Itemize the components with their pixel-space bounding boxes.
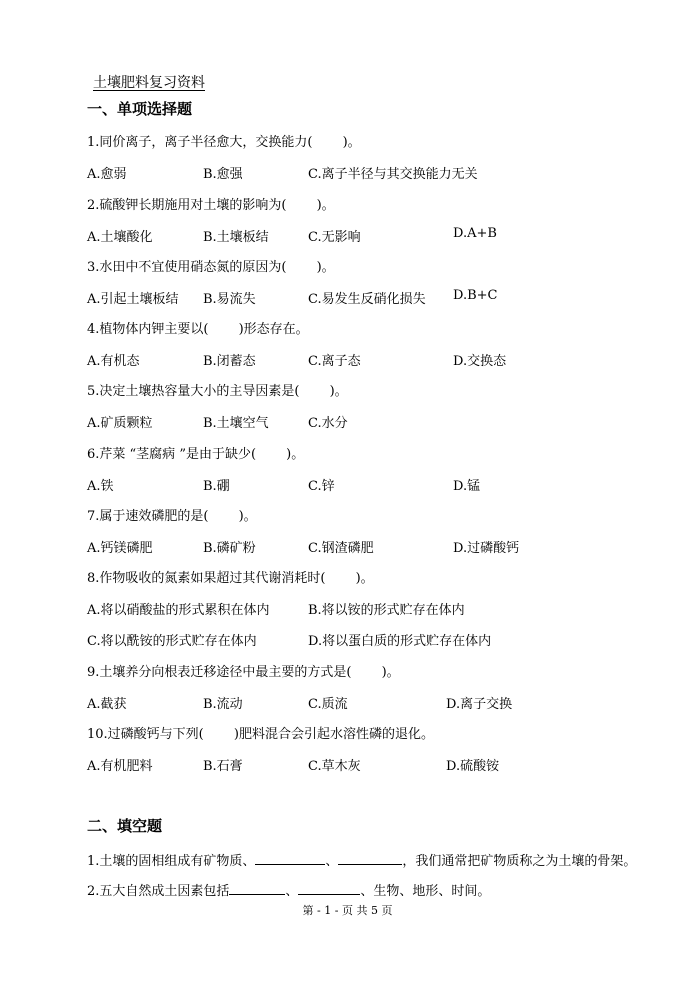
option-d: D.交换态 xyxy=(453,354,507,369)
option-b: B.石膏 xyxy=(203,759,243,774)
option-c: C.离子态 xyxy=(308,354,361,369)
option-d: D.过磷酸钙 xyxy=(453,541,520,556)
fill-question-1 xyxy=(87,850,636,869)
answer-blank[interactable] xyxy=(338,852,402,865)
option-c: C.将以酰铵的形式贮存在体内 xyxy=(87,634,257,649)
option-d: D.B+C xyxy=(453,288,498,303)
question-9-stem: 9.土壤养分向根表迁移途径中最主要的方式是( )。 xyxy=(87,665,400,680)
answer-blank[interactable] xyxy=(229,882,285,895)
question-7-stem: 7.属于速效磷肥的是( )。 xyxy=(87,509,257,524)
option-c: C.锌 xyxy=(308,479,335,494)
question-10-stem: 10.过磷酸钙与下列( )肥料混合会引起水溶性磷的退化。 xyxy=(87,727,434,742)
question-1-stem: 1.同价离子，离子半径愈大，交换能力( )。 xyxy=(87,135,361,150)
page-title: 土壤肥料复习资料 xyxy=(93,75,205,91)
question-5-stem: 5.决定土壤热容量大小的主导因素是( )。 xyxy=(87,384,348,399)
page-footer: 第 - 1 - 页 共 5 页 xyxy=(302,904,393,917)
option-c: C.易发生反硝化损失 xyxy=(308,292,426,307)
option-d: D.离子交换 xyxy=(446,697,513,712)
option-c: C.质流 xyxy=(308,697,348,712)
option-b: B.土壤板结 xyxy=(203,230,269,245)
question-6-stem: 6.芹菜 “茎腐病 ”是由于缺少( )。 xyxy=(87,447,305,462)
option-c: C.草木灰 xyxy=(308,759,361,774)
answer-blank[interactable] xyxy=(255,852,325,865)
option-a: A.截获 xyxy=(87,697,127,712)
option-b: B.流动 xyxy=(203,697,243,712)
question-8-stem: 8.作物吸收的氮素如果超过其代谢消耗时( )。 xyxy=(87,571,374,586)
option-b: B.磷矿粉 xyxy=(203,541,256,556)
option-d: D.硫酸铵 xyxy=(446,759,500,774)
fill-question-1-text: 1.土壤的固相组成有矿物质、 xyxy=(87,854,256,869)
option-b: B.硼 xyxy=(203,479,230,494)
fill-question-2-tail: 、生物、地形、时间。 xyxy=(360,884,491,899)
option-a: A.土壤酸化 xyxy=(87,230,153,245)
option-c: C.钢渣磷肥 xyxy=(308,541,374,556)
separator: 、 xyxy=(285,884,299,899)
option-d: D.锰 xyxy=(453,479,481,494)
question-2-stem: 2.硫酸钾长期施用对土壤的影响为( )。 xyxy=(87,198,335,213)
option-a: A.钙镁磷肥 xyxy=(87,541,153,556)
option-a: A.有机态 xyxy=(87,354,140,369)
option-b: B.闭蓄态 xyxy=(203,354,256,369)
answer-blank[interactable] xyxy=(298,882,360,895)
option-b: B.易流失 xyxy=(203,292,256,307)
option-c: C.水分 xyxy=(308,416,348,431)
section-heading-choice: 一、单项选择题 xyxy=(87,100,193,118)
question-3-stem: 3.水田中不宜使用硝态氮的原因为( )。 xyxy=(87,260,335,275)
option-a: A.将以硝酸盐的形式累积在体内 xyxy=(87,603,270,618)
option-d: D.A+B xyxy=(453,226,497,241)
option-a: A.矿质颗粒 xyxy=(87,416,153,431)
option-a: A.引起土壤板结 xyxy=(87,292,179,307)
option-a: A.铁 xyxy=(87,479,114,494)
option-b: B.土壤空气 xyxy=(203,416,269,431)
option-a: A.愈弱 xyxy=(87,167,127,182)
section-heading-fill-blank: 二、填空题 xyxy=(87,817,163,835)
option-c: C.离子半径与其交换能力无关 xyxy=(308,167,478,182)
fill-question-2 xyxy=(87,880,490,899)
option-b: B.将以铵的形式贮存在体内 xyxy=(308,603,465,618)
option-a: A.有机肥料 xyxy=(87,759,153,774)
fill-question-1-tail: ，我们通常把矿物质称之为土壤的骨架。 xyxy=(402,854,637,869)
fill-question-2-text: 2.五大自然成土因素包括 xyxy=(87,884,230,899)
option-d: D.将以蛋白质的形式贮存在体内 xyxy=(308,634,492,649)
option-c: C.无影响 xyxy=(308,230,361,245)
option-b: B.愈强 xyxy=(203,167,243,182)
separator: 、 xyxy=(325,854,339,869)
question-4-stem: 4.植物体内钾主要以( )形态存在。 xyxy=(87,322,309,337)
